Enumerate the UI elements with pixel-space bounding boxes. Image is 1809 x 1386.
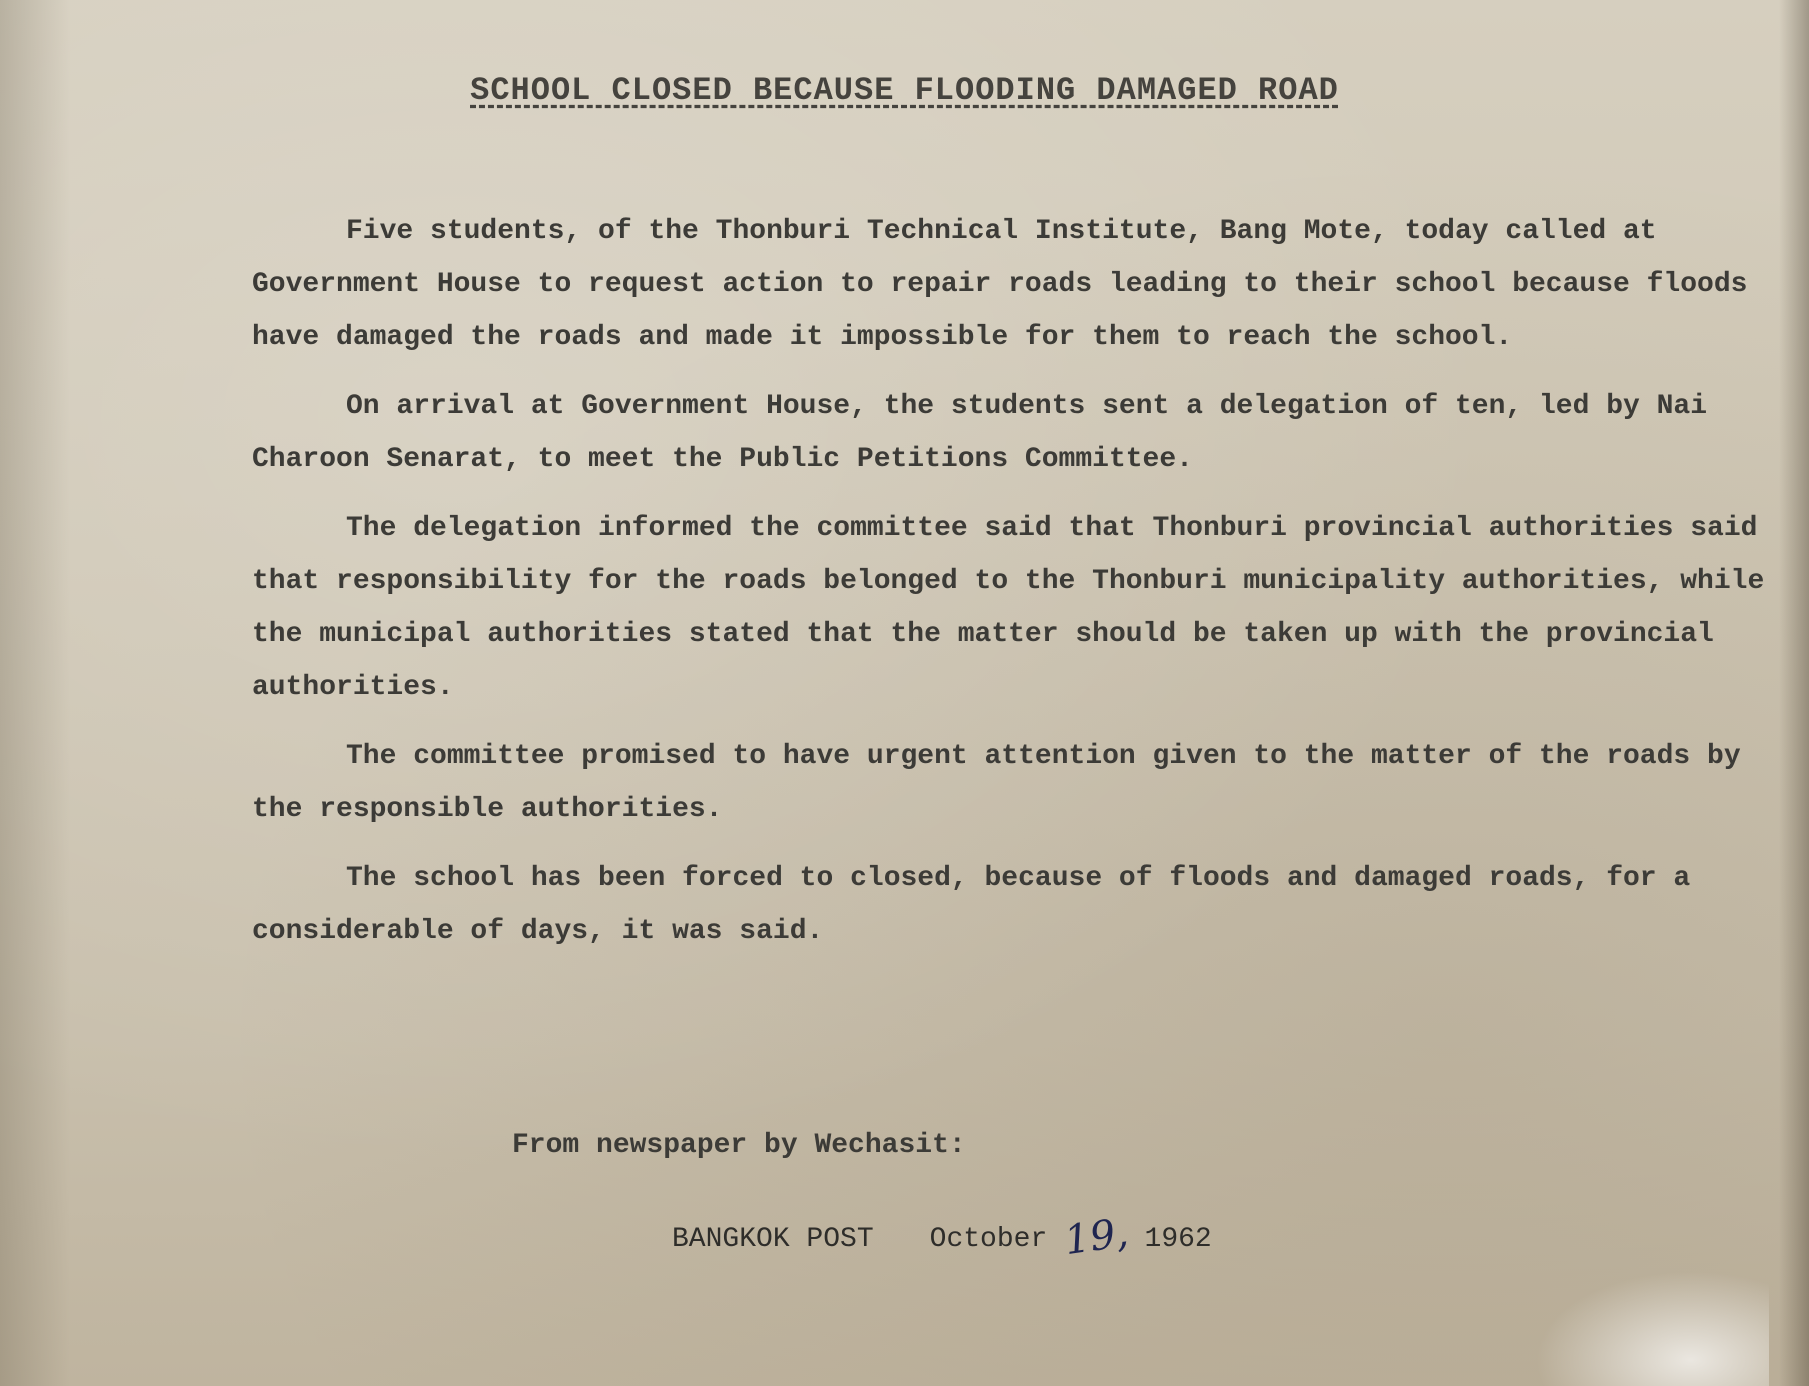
plastic-sheen: [1509, 1256, 1769, 1386]
paragraph-3: The delegation informed the committee said that Thonburi provincial authorities said that responsibility for the roads belonged to the Thonburi municipality authorities, while the municipal authorities stated that the matter should be taken up with the provincial authorities.: [252, 513, 1765, 703]
source-line: From newspaper by Wechasit:: [512, 1130, 966, 1161]
article-body: [252, 205, 1792, 974]
paragraph-4: The committee promised to have urgent attention given to the matter of the roads by the responsible authorities.: [252, 741, 1741, 825]
headline: SCHOOL CLOSED BECAUSE FLOODING DAMAGED ROAD: [470, 72, 1339, 109]
date-year: 1962: [1144, 1224, 1212, 1255]
dateline: [672, 1209, 1212, 1265]
date-day-handwritten: 19,: [1061, 1209, 1132, 1265]
newspaper-name: BANGKOK POST: [672, 1224, 874, 1255]
page-shadow-left: [0, 0, 70, 1386]
paragraph-5: The school has been forced to closed, because of floods and damaged roads, for a considerable of days, it was said.: [252, 863, 1691, 947]
date-month: October: [929, 1224, 1048, 1255]
paragraph-2: On arrival at Government House, the students sent a delegation of ten, led by Nai Charoon Senarat, to meet the Public Petitions Committee.: [252, 391, 1708, 475]
paragraph-1: Five students, of the Thonburi Technical Institute, Bang Mote, today called at Government House to request action to repair roads leading to their school because floods have damaged the roads and made it impossible for them to reach the school.: [252, 216, 1748, 353]
